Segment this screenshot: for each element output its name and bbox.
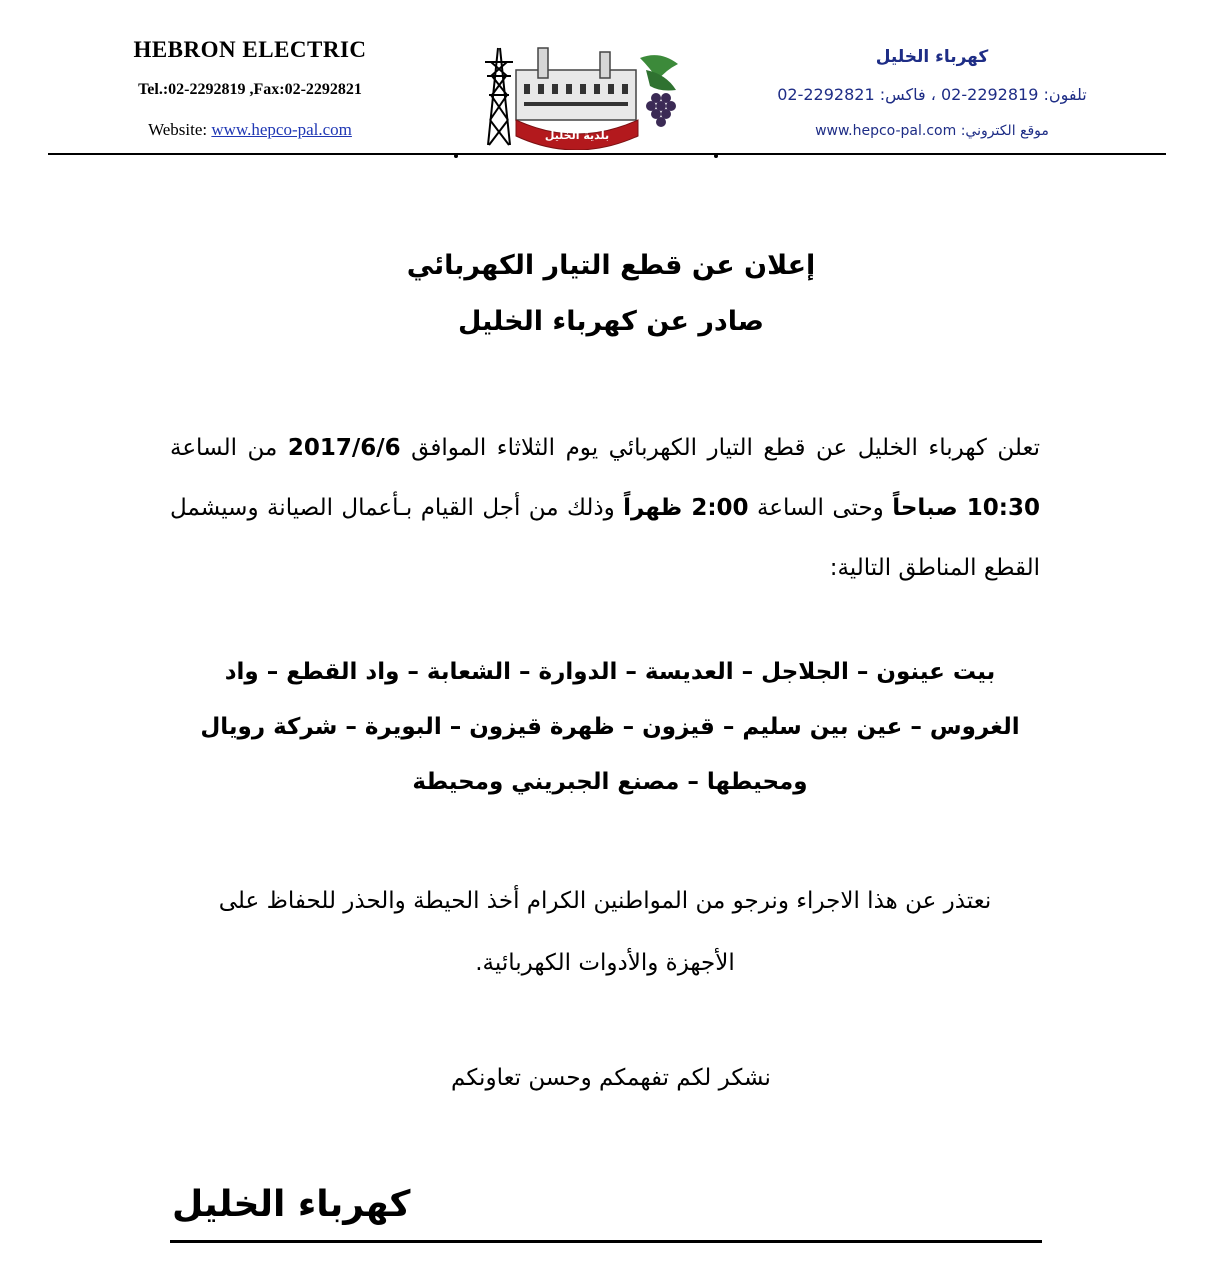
website-ar: موقع الكتروني: www.hepco-pal.com xyxy=(815,123,1049,139)
outage-date: 2017/6/6 xyxy=(287,435,401,461)
paragraph-text: وذلك من أجل القيام بـأعمال الصيانة وسيشمل القطع المناطق التالية: xyxy=(170,495,1040,581)
divider-dot xyxy=(454,154,458,158)
outage-end-time: 2:00 ظهراً xyxy=(623,495,749,521)
announcement-title: إعلان عن قطع التيار الكهربائي xyxy=(406,250,816,281)
website-link[interactable]: www.hepco-pal.com xyxy=(211,120,352,139)
paragraph-text: من الساعة xyxy=(170,435,288,461)
paragraph-text: وحتى الساعة xyxy=(748,495,893,521)
header-divider xyxy=(48,153,1166,155)
hebron-municipality-logo xyxy=(480,40,690,150)
building-icon xyxy=(516,48,636,120)
announcement-subtitle: صادر عن كهرباء الخليل xyxy=(458,306,764,337)
signature-underline xyxy=(170,1240,1042,1243)
logo-banner-text: بلدية الخليل xyxy=(544,129,610,142)
power-pylon-icon xyxy=(485,48,513,145)
logo-banner xyxy=(516,120,638,150)
paragraph-text: تعلن كهرباء الخليل عن قطع التيار الكهربائي يوم الثلاثاء الموافق xyxy=(400,435,1040,461)
outage-start-time: 10:30 صباحاً xyxy=(892,495,1040,521)
grapes-icon xyxy=(640,55,678,127)
header-arabic xyxy=(752,42,1112,144)
header-english xyxy=(60,32,440,146)
tel-fax-en: Tel.:02-2292819 ,Fax:02-2292821 xyxy=(138,81,362,98)
signature: كهرباء الخليل xyxy=(172,1184,411,1225)
website-label-en: Website: xyxy=(148,120,212,139)
company-name-en: HEBRON ELECTRIC xyxy=(133,37,367,62)
apology-text: نعتذر عن هذا الاجراء ونرجو من المواطنين الكرام أخذ الحيطة والحذر للحفاظ على الأجهزة والأدوات الكهربائية. xyxy=(218,888,992,976)
announcement-paragraph xyxy=(170,418,1040,598)
thanks-text: نشكر لكم تفهمكم وحسن تعاونكم xyxy=(451,1065,771,1091)
website-line-en xyxy=(60,114,440,146)
company-name-ar: كهرباء الخليل xyxy=(875,47,989,67)
tel-fax-ar: تلفون: 2292819-02 ، فاكس: 2292821-02 xyxy=(777,85,1087,104)
affected-areas: بيت عينون – الجلاجل – العديسة – الدوارة – الشعابة – واد القطع – واد الغروس – عين بين سليم – قيزون – ظهرة قيزون – البويرة – شركة رويال ومحيطها – مصنع الجبريني ومحيطة xyxy=(200,659,1020,795)
divider-dot xyxy=(714,154,718,158)
